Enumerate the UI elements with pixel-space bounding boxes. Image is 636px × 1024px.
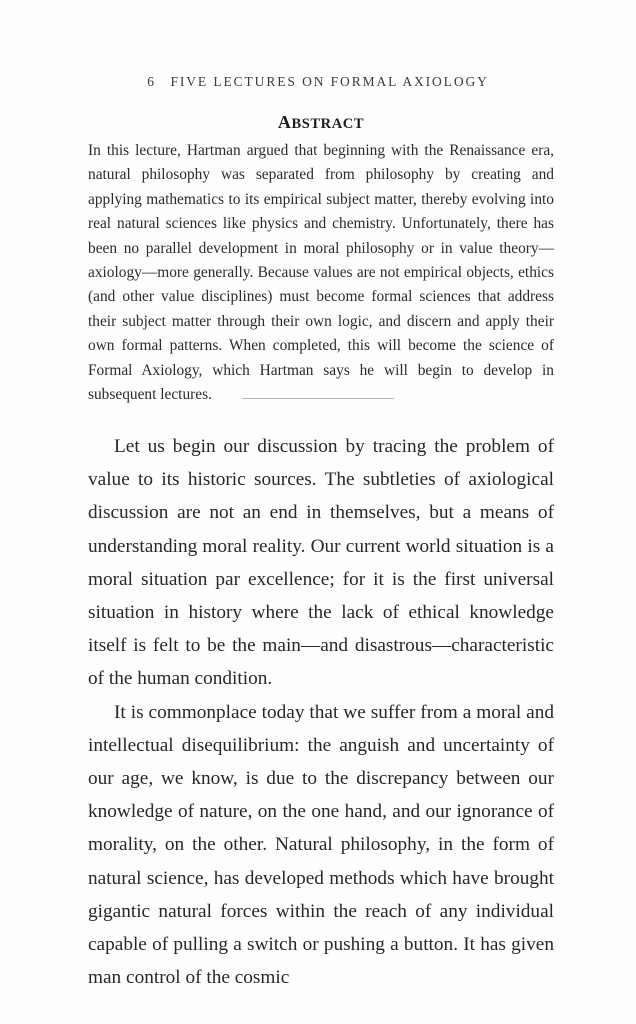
abstract-heading-initial: A bbox=[277, 112, 292, 132]
abstract-section bbox=[88, 112, 554, 407]
page-number: 6 bbox=[147, 74, 155, 89]
running-header-title: FIVE LECTURES ON FORMAL AXIOLOGY bbox=[170, 74, 489, 89]
abstract-text: In this lecture, Hartman argued that beginning with the Renaissance era, natural philosophy was separated from philosophy by creating and applying mathematics to its empirical subject matter, thereby evolving into real natural sciences like physics and chemistry. Unfortunately, there has been no parallel development in moral philosophy or in value theory—axiology—more generally. Because values are not empirical objects, ethics (and other value disciplines) must become formal sciences that address their subject matter through their own logic, and discern and apply their own formal patterns. When completed, this will become the science of Formal Axiology, which Hartman says he will begin to develop in subsequent lectures. bbox=[88, 142, 554, 404]
abstract-heading bbox=[88, 112, 554, 133]
divider-rule bbox=[242, 398, 394, 399]
abstract-heading-rest: BSTRACT bbox=[291, 116, 365, 132]
body-text bbox=[88, 430, 554, 994]
body-paragraph-2: It is commonplace today that we suffer from a moral and intellectual disequilibrium: the anguish and uncertainty of our age, we know, is due to the discrepancy between our knowledge of nature, on the one hand, and our ignorance of morality, on the other. Natural philosophy, in the form of natural science, has developed methods which have brought gigantic natural forces within the reach of any individual capable of pulling a switch or pushing a button. It has given man control of the cosmic bbox=[88, 701, 554, 989]
section-divider bbox=[0, 398, 636, 399]
body-paragraph-1: Let us begin our discussion by tracing the problem of value to its historic sources. The subtleties of axiological discussion are not an end in themselves, but a means of understanding moral reality. Our current world situation is a moral situation par excellence; for it is the first universal situation in history where the lack of ethical knowledge itself is felt to be the main—and disastrous—characteristic of the human condition. bbox=[88, 436, 554, 690]
running-header bbox=[0, 74, 636, 90]
